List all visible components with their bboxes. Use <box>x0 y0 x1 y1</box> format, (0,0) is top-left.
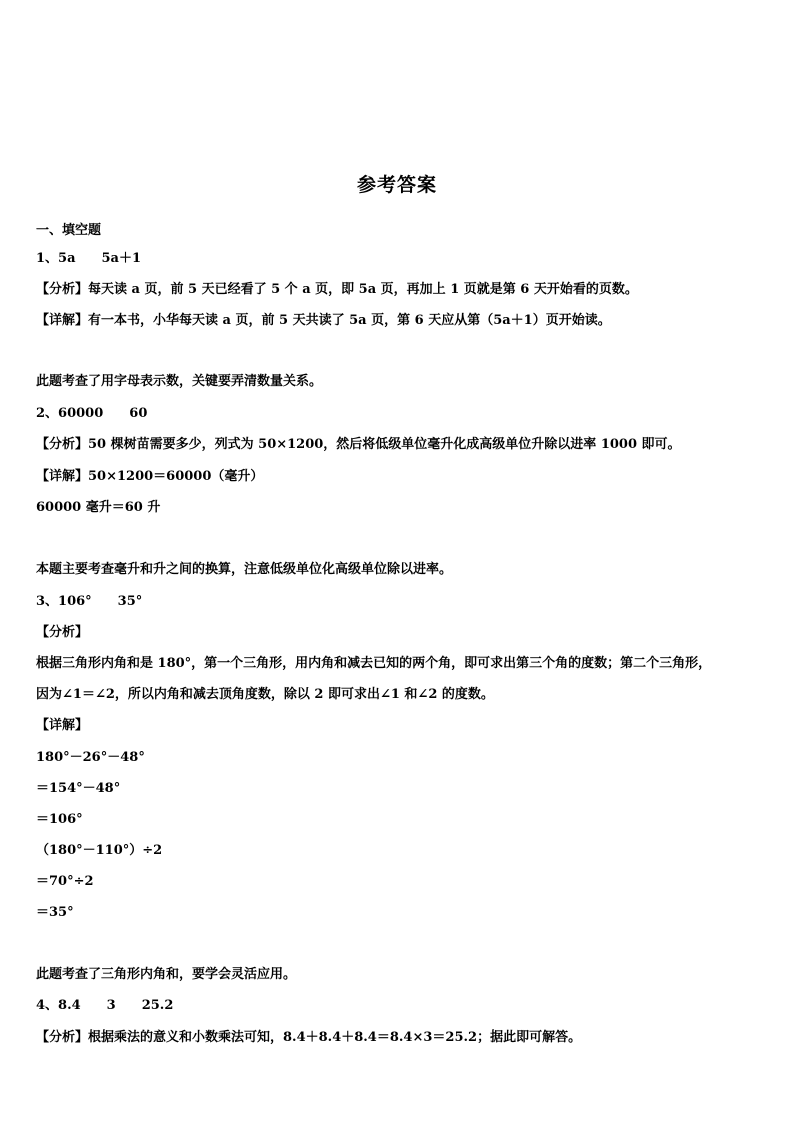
calc-line-3: ＝106° <box>36 812 83 827</box>
summary-1: 此题考查了用字母表示数，关键要弄清数量关系。 <box>36 374 323 389</box>
analysis-3-line-1: 根据三角形内角和是 180°，第一个三角形，用内角和减去已知的两个角，即可求出第三个角的度数；第二个三角形， <box>36 656 712 671</box>
detail-1: 【详解】有一本书，小华每天读 a 页，前 5 天共读了 5a 页，第 6 天应从第（5a＋1）页开始读。 <box>36 313 611 328</box>
answer-3: 3、106° 35° <box>36 594 143 609</box>
calc-line-1: 180°－26°－48° <box>36 750 145 765</box>
analysis-3-line-2: 因为∠1＝∠2，所以内角和减去顶角度数，除以 2 即可求出∠1 和∠2 的度数。 <box>36 687 494 702</box>
answer-2: 2、60000 60 <box>36 406 148 421</box>
analysis-2: 【分析】50 棵树苗需要多少，列式为 50×1200，然后将低级单位毫升化成高级单位升除以进率 1000 即可。 <box>36 437 681 452</box>
analysis-3-label: 【分析】 <box>36 625 89 640</box>
analysis-4: 【分析】根据乘法的意义和小数乘法可知，8.4＋8.4＋8.4＝8.4×3＝25.2；据此即可解答。 <box>36 1030 582 1045</box>
calc-line-6: ＝35° <box>36 905 74 920</box>
detail-2-line: 60000 毫升＝60 升 <box>36 500 161 515</box>
summary-3: 此题考查了三角形内角和，要学会灵活应用。 <box>36 967 297 982</box>
summary-2: 本题主要考查毫升和升之间的换算，注意低级单位化高级单位除以进率。 <box>36 562 453 577</box>
calc-line-2: ＝154°－48° <box>36 781 121 796</box>
detail-3-label: 【详解】 <box>36 718 89 733</box>
answer-1: 1、5a 5a＋1 <box>36 251 142 266</box>
analysis-1: 【分析】每天读 a 页，前 5 天已经看了 5 个 a 页，即 5a 页，再加上 1 页就是第 6 天开始看的页数。 <box>36 282 638 297</box>
calc-line-5: ＝70°÷2 <box>36 874 94 889</box>
section-heading: 一、填空题 <box>36 223 102 238</box>
page-title: 参考答案 <box>356 174 437 196</box>
answer-4: 4、8.4 3 25.2 <box>36 998 174 1013</box>
calc-line-4: （180°－110°）÷2 <box>36 843 163 858</box>
detail-2: 【详解】50×1200＝60000（毫升） <box>36 469 264 484</box>
